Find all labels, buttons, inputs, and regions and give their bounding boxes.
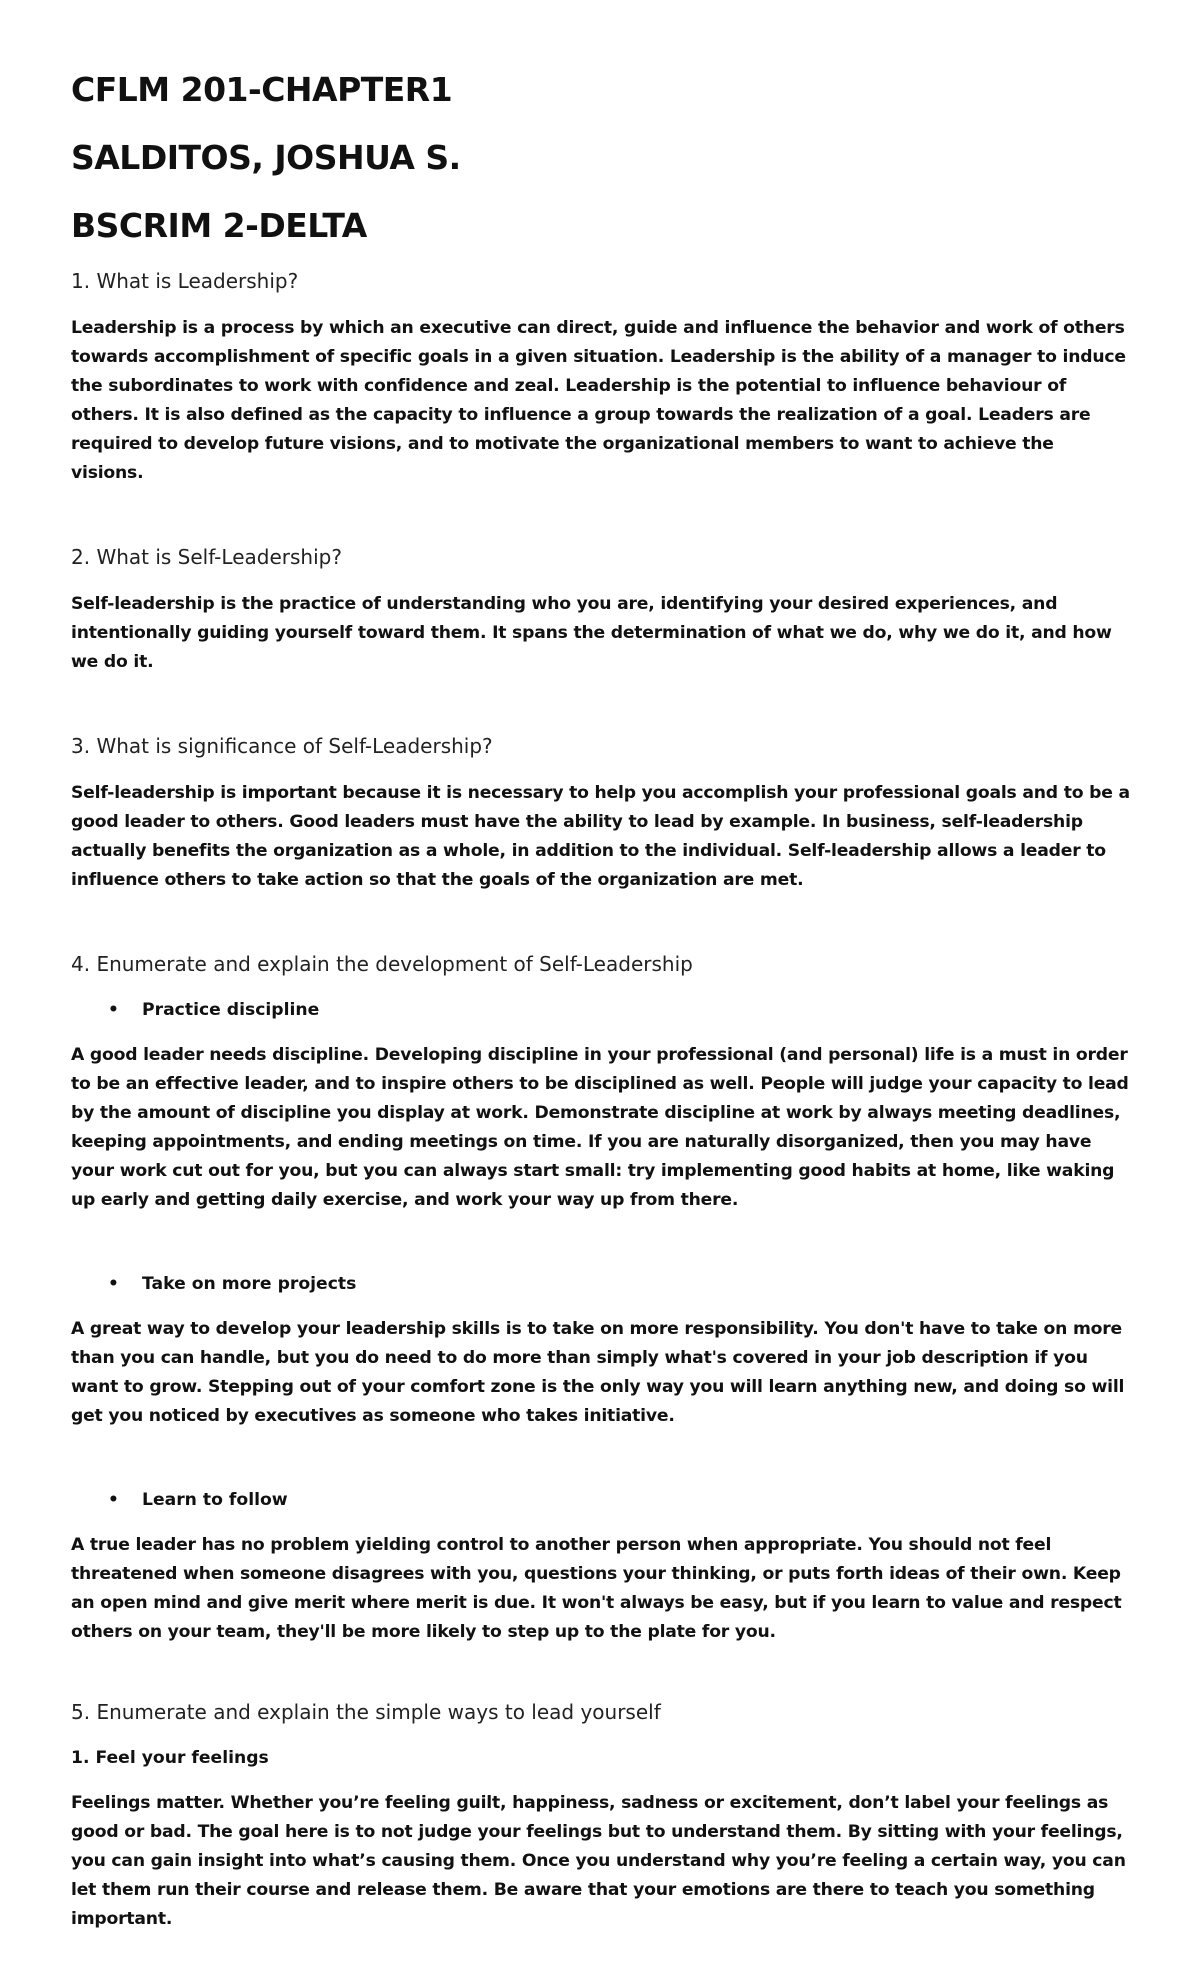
answer-1: Leadership is a process by which an executive can direct, guide and influence the behavior and work of others towards accomplishment of specific goals in a given situation. Leadership is the ability of a manager to induce the subordinates to work with confidence and zeal. Leadership is the potential to influence behaviour of others. It is also defined as the capacity to influence a group towards the realization of a goal. Leaders are required to develop future visions, and to motivate the organizational members to want to achieve the visions. <box>71 318 1126 483</box>
subheading-text: Feelings matter. Whether you’re feeling guilt, happiness, sadness or excitement, don’t label your feelings as good or bad. The goal here is to not judge your feelings but to understand them. By sitting with your feelings, you can gain insight into what’s causing them. Once you understand why you’re feeling a certain way, you can let them run their course and release them. Be aware that your emotions are there to teach you something important. <box>71 1793 1126 1929</box>
answer-2: Self-leadership is the practice of understanding who you are, identifying your desired experiences, and intentionally guiding yourself toward them. It spans the determination of what we do, why we do it, and how we do it. <box>71 594 1112 672</box>
bullet-icon: • <box>108 1000 119 1020</box>
bullet-heading: Take on more projects <box>142 1274 357 1294</box>
bullet-icon: • <box>108 1274 119 1294</box>
bullet-item <box>71 1487 1131 1513</box>
question-3: 3. What is significance of Self-Leadership? <box>71 734 493 758</box>
question-2: 2. What is Self-Leadership? <box>71 545 342 569</box>
bullet-item <box>71 997 1131 1023</box>
question-4: 4. Enumerate and explain the development of Self-Leadership <box>71 952 693 976</box>
subheading: 1. Feel your feelings <box>71 1748 269 1768</box>
course-section: BSCRIM 2-DELTA <box>71 206 367 245</box>
answer-3: Self-leadership is important because it is necessary to help you accomplish your professional goals and to be a good leader to others. Good leaders must have the ability to lead by example. In business, self-leadership actually benefits the organization as a whole, in addition to the individual. Self-leadership allows a leader to influence others to take action so that the goals of the organization are met. <box>71 783 1130 890</box>
question-5: 5. Enumerate and explain the simple ways to lead yourself <box>71 1700 661 1724</box>
document-page <box>71 70 1131 1934</box>
bullet-item <box>71 1271 1131 1297</box>
bullet-icon: • <box>108 1490 119 1510</box>
student-name: SALDITOS, JOSHUA S. <box>71 138 461 177</box>
bullet-heading: Learn to follow <box>142 1490 288 1510</box>
bullet-heading: Practice discipline <box>142 1000 320 1020</box>
question-1: 1. What is Leadership? <box>71 269 299 293</box>
bullet-text: A good leader needs discipline. Developing discipline in your professional (and personal) life is a must in order to be an effective leader, and to inspire others to be disciplined as well. People will judge your capacity to lead by the amount of discipline you display at work. Demonstrate discipline at work by always meeting deadlines, keeping appointments, and ending meetings on time. If you are naturally disorganized, then you may have your work cut out for you, but you can always start small: try implementing good habits at home, like waking up early and getting daily exercise, and work your way up from there. <box>71 1045 1129 1210</box>
document-title: CFLM 201-CHAPTER1 <box>71 70 453 109</box>
bullet-text: A great way to develop your leadership skills is to take on more responsibility. You don't have to take on more than you can handle, but you do need to do more than simply what's covered in your job description if you want to grow. Stepping out of your comfort zone is the only way you will learn anything new, and doing so will get you noticed by executives as someone who takes initiative. <box>71 1319 1125 1426</box>
bullet-text: A true leader has no problem yielding control to another person when appropriate. You should not feel threatened when someone disagrees with you, questions your thinking, or puts forth ideas of their own. Keep an open mind and give merit where merit is due. It won't always be easy, but if you learn to value and respect others on your team, they'll be more likely to step up to the plate for you. <box>71 1535 1122 1642</box>
